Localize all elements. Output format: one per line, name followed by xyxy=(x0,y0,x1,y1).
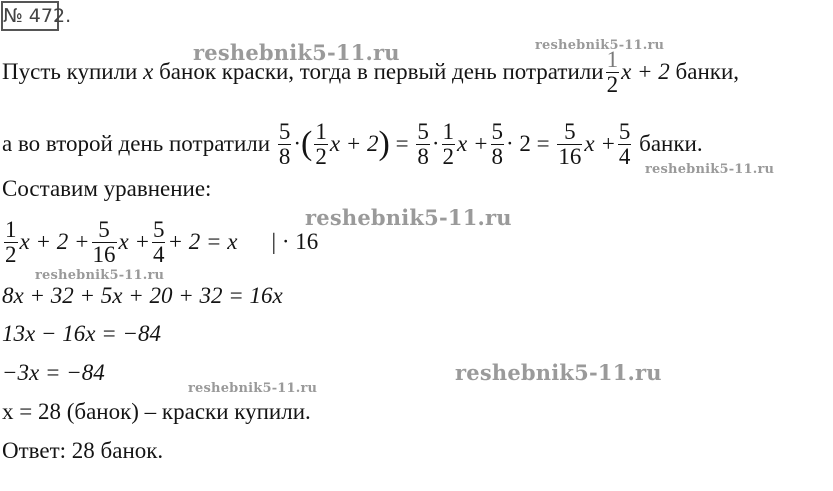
line-1-text-2: банок краски, тогда в первый день потратили xyxy=(159,59,604,84)
fraction: $\frac{5}{4}$ xyxy=(152,216,165,267)
expression: x + 2 xyxy=(621,59,670,84)
fraction: $\frac{5}{8}$ xyxy=(278,118,291,169)
fraction: $\frac{5}{8}$ xyxy=(491,118,504,169)
watermark: reshebnik5-11.ru xyxy=(455,360,662,385)
line-2-text-end: банки. xyxy=(639,131,703,156)
line-6: 13x − 16x = −84 xyxy=(2,321,161,346)
watermark: reshebnik5-11.ru xyxy=(305,205,512,230)
expression: x + xyxy=(118,229,150,254)
expression: x + 2 xyxy=(329,131,379,156)
dot: · xyxy=(431,131,440,156)
line-5: 8x + 32 + 5x + 20 + 32 = 16x xyxy=(2,283,283,308)
line-4 xyxy=(2,212,318,272)
watermark: reshebnik5-11.ru xyxy=(35,268,165,283)
problem-number: № 472. xyxy=(1,1,59,31)
expression: x + 2 + xyxy=(19,229,90,254)
fraction: $\frac{1}{2}$ xyxy=(315,118,327,169)
line-2-text: а во второй день потратили xyxy=(2,131,271,156)
fraction: $\frac{5}{8}$ xyxy=(417,118,429,169)
expression: x + xyxy=(584,131,616,156)
fraction: $\frac{1}{2}$ xyxy=(442,118,455,169)
line-7: −3x = −84 xyxy=(2,360,105,385)
right-paren: ) xyxy=(378,125,390,162)
expression: + 2 = x xyxy=(167,229,238,254)
line-8: x = 28 (банок) – краски купили. xyxy=(2,399,311,424)
fraction: $\frac{1}{2}$ xyxy=(5,216,17,267)
watermark: reshebnik5-11.ru xyxy=(535,38,665,53)
fraction: $\frac{5}{4}$ xyxy=(618,118,631,169)
dot: · xyxy=(293,131,301,156)
multiplier: | · 16 xyxy=(271,229,319,254)
expression: x + xyxy=(457,131,489,156)
left-paren: ( xyxy=(300,125,313,162)
line-9: Ответ: 28 банок. xyxy=(2,438,164,463)
var-x: x xyxy=(143,59,154,84)
watermark: reshebnik5-11.ru xyxy=(188,381,318,396)
watermark: reshebnik5-11.ru xyxy=(645,162,775,177)
line-1-text: Пусть купили xyxy=(2,59,138,84)
fraction: $\frac{5}{16}$ xyxy=(558,118,582,169)
line-2 xyxy=(2,114,703,174)
line-1 xyxy=(2,42,739,102)
line-3: Составим уравнение: xyxy=(2,176,212,201)
line-1-text-3: банки, xyxy=(675,59,739,84)
equals: = xyxy=(395,131,409,156)
fraction: $\frac{5}{16}$ xyxy=(92,216,116,267)
watermark: reshebnik5-11.ru xyxy=(193,40,400,65)
fraction: $\frac{1}{2}$ xyxy=(606,46,619,97)
expression: · 2 = xyxy=(506,131,550,156)
